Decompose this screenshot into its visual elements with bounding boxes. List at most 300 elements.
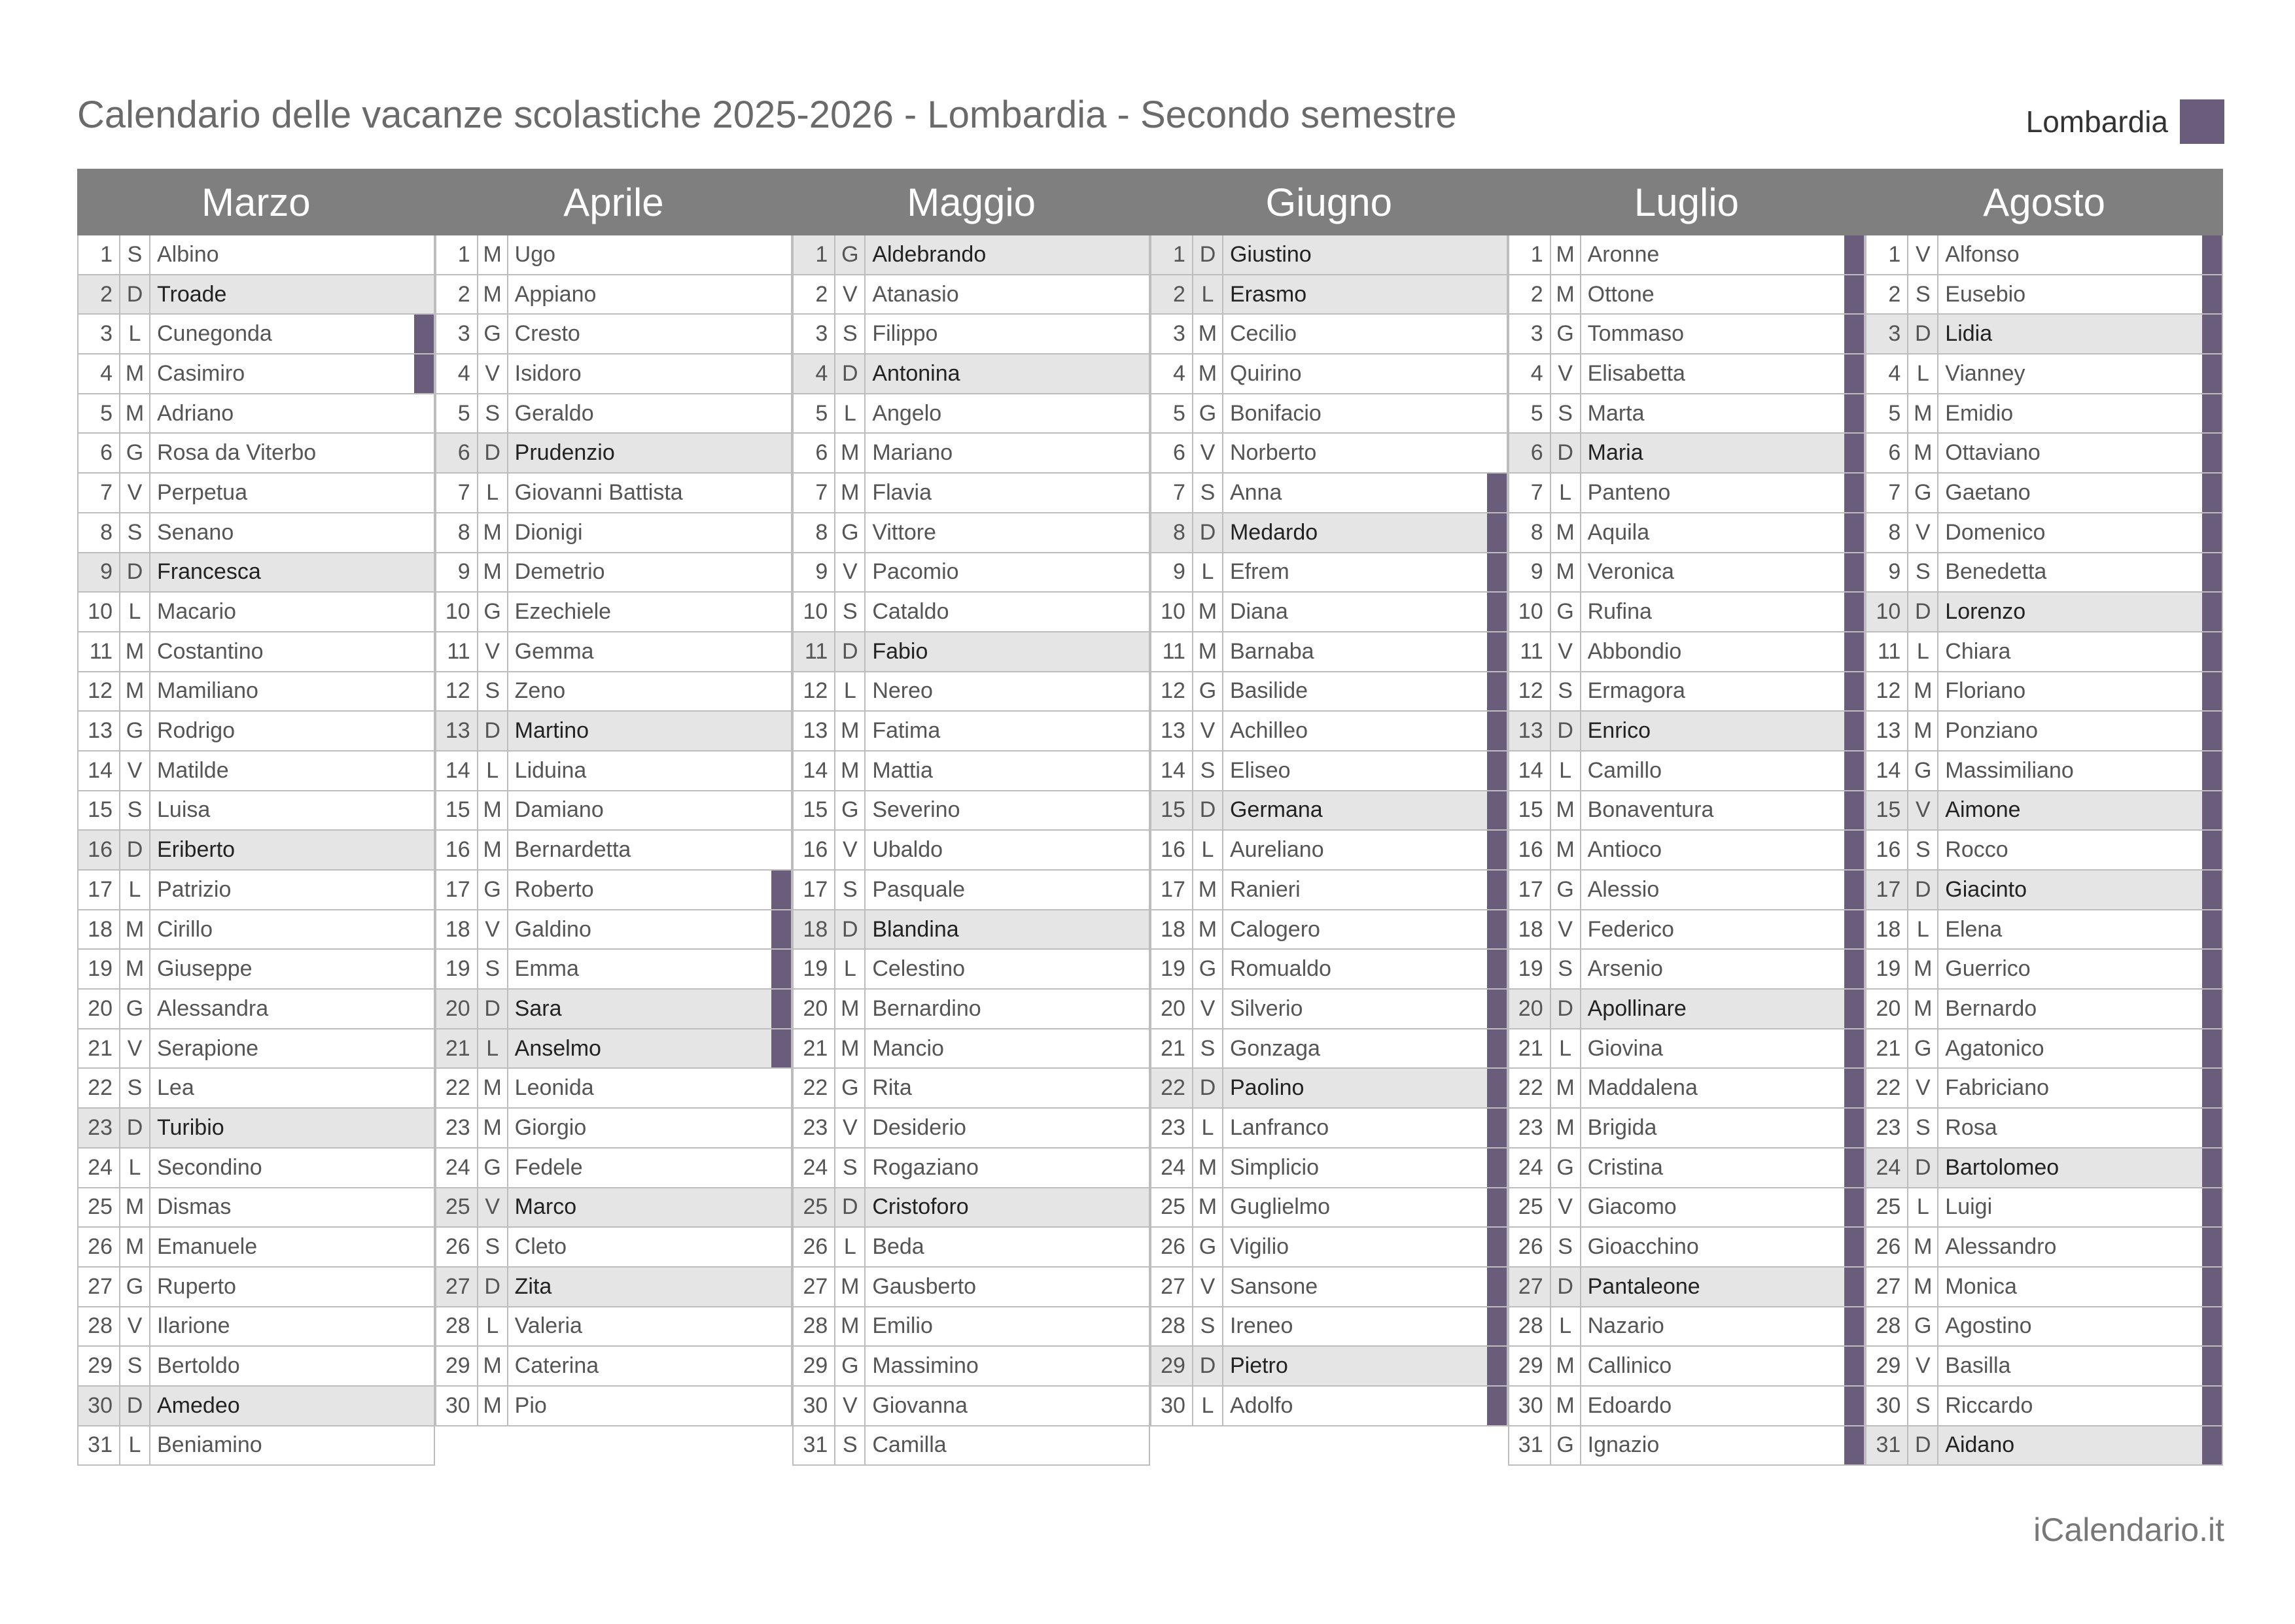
saint-name: Serapione: [157, 1035, 259, 1061]
saint-name: Rocco: [1945, 837, 2008, 863]
saint-name: Caterina: [514, 1353, 599, 1379]
day-number: 7: [1151, 474, 1193, 512]
saint-name: Dismas: [157, 1194, 232, 1220]
day-number: 5: [1509, 394, 1551, 433]
holiday-marker: [1487, 990, 1507, 1028]
saint-name: Medardo: [1229, 519, 1318, 545]
holiday-marker: [2202, 831, 2222, 869]
weekday-letter: V: [1908, 791, 1938, 830]
day-row: [1866, 275, 2223, 315]
day-row: [794, 831, 1150, 871]
day-row: [1509, 474, 1866, 513]
day-row: [436, 394, 793, 434]
weekday-letter: G: [120, 712, 150, 750]
day-number: 1: [79, 235, 120, 274]
weekday-letter: G: [478, 871, 508, 909]
day-row: [1151, 1268, 1508, 1307]
day-number: 13: [436, 712, 478, 750]
day-row: [79, 791, 435, 831]
holiday-marker: [2202, 1029, 2222, 1068]
holiday-marker: [1487, 1387, 1507, 1425]
day-number: 19: [1151, 950, 1193, 988]
weekday-letter: M: [1193, 593, 1223, 631]
weekday-letter: L: [120, 315, 150, 353]
day-row: [1151, 1029, 1508, 1069]
day-row: [1509, 950, 1866, 990]
day-number: 11: [436, 632, 478, 671]
day-row: [794, 791, 1150, 831]
day-number: 30: [436, 1387, 478, 1425]
saint-name: Giovina: [1587, 1035, 1663, 1061]
weekday-letter: S: [835, 593, 866, 631]
holiday-marker: [1487, 910, 1507, 949]
weekday-letter: M: [1551, 235, 1581, 274]
day-row: [794, 1347, 1150, 1387]
weekday-letter: V: [120, 752, 150, 790]
saint-name: Vianney: [1945, 360, 2025, 386]
day-number: 10: [794, 593, 835, 631]
day-row: [1509, 553, 1866, 593]
day-number: 21: [1866, 1029, 1908, 1068]
day-number: 14: [794, 752, 835, 790]
day-row: [1151, 831, 1508, 871]
weekday-letter: L: [120, 1426, 150, 1465]
saint-name: Vigilio: [1229, 1234, 1289, 1260]
day-row: [79, 1387, 435, 1426]
day-number: 28: [1866, 1307, 1908, 1346]
day-list: [792, 235, 1150, 1466]
saint-name: Cristina: [1587, 1154, 1663, 1180]
weekday-letter: M: [1908, 1228, 1938, 1266]
saint-name: Pasquale: [872, 876, 966, 902]
day-row: [436, 1228, 793, 1268]
saint-name: Mamiliano: [157, 678, 258, 704]
holiday-marker: [1844, 235, 1864, 274]
weekday-letter: G: [1908, 1029, 1938, 1068]
day-number: 27: [794, 1268, 835, 1306]
weekday-letter: G: [1908, 474, 1938, 512]
day-number: 15: [1509, 791, 1551, 830]
holiday-marker: [771, 990, 791, 1028]
day-number: 30: [1151, 1387, 1193, 1425]
day-row: [1151, 632, 1508, 672]
day-row: [1509, 1426, 1866, 1466]
day-row: [1509, 1109, 1866, 1149]
weekday-letter: M: [1551, 1069, 1581, 1107]
day-number: 8: [436, 513, 478, 552]
day-number: 31: [1509, 1426, 1551, 1465]
day-row: [1151, 593, 1508, 632]
day-row: [1866, 1228, 2223, 1268]
holiday-marker: [1844, 513, 1864, 552]
day-number: 12: [1151, 672, 1193, 711]
weekday-letter: M: [120, 632, 150, 671]
saint-name: Macario: [157, 599, 236, 625]
holiday-marker: [1844, 712, 1864, 750]
holiday-marker: [1844, 434, 1864, 472]
weekday-letter: L: [1193, 275, 1223, 314]
weekday-letter: M: [1551, 1387, 1581, 1425]
day-number: 28: [79, 1307, 120, 1346]
day-row: [1509, 1029, 1866, 1069]
day-number: 17: [794, 871, 835, 909]
calendar-grid: [77, 169, 2223, 1466]
holiday-marker: [2202, 354, 2222, 393]
day-number: 2: [1509, 275, 1551, 314]
saint-name: Camilla: [872, 1432, 947, 1458]
saint-name: Adriano: [157, 400, 234, 426]
saint-name: Sara: [514, 995, 562, 1021]
saint-name: Bernardino: [872, 995, 981, 1021]
saint-name: Giacomo: [1587, 1194, 1677, 1220]
holiday-marker: [1487, 1268, 1507, 1306]
weekday-letter: D: [1908, 1149, 1938, 1187]
weekday-letter: M: [1193, 315, 1223, 353]
weekday-letter: M: [478, 1069, 508, 1107]
weekday-letter: S: [1193, 752, 1223, 790]
day-number: 4: [1866, 354, 1908, 393]
holiday-marker: [2202, 394, 2222, 433]
day-row: [1151, 354, 1508, 394]
weekday-letter: V: [835, 1109, 866, 1147]
weekday-letter: G: [1551, 315, 1581, 353]
weekday-letter: D: [478, 712, 508, 750]
holiday-marker: [771, 950, 791, 988]
day-row: [1509, 1149, 1866, 1188]
weekday-letter: M: [478, 1347, 508, 1385]
day-number: 19: [79, 950, 120, 988]
day-number: 13: [79, 712, 120, 750]
weekday-letter: V: [120, 1307, 150, 1346]
saint-name: Benedetta: [1945, 559, 2047, 585]
day-number: 9: [79, 553, 120, 592]
holiday-marker: [2202, 553, 2222, 592]
saint-name: Federico: [1587, 916, 1674, 942]
weekday-letter: D: [1193, 1347, 1223, 1385]
day-row: [436, 1069, 793, 1109]
holiday-marker: [1844, 1307, 1864, 1346]
day-number: 18: [79, 910, 120, 949]
day-row: [794, 1307, 1150, 1347]
day-number: 29: [436, 1347, 478, 1385]
holiday-marker: [1844, 910, 1864, 949]
day-number: 6: [1866, 434, 1908, 472]
day-number: 3: [79, 315, 120, 353]
saint-name: Calogero: [1229, 916, 1320, 942]
weekday-letter: V: [1193, 990, 1223, 1028]
weekday-letter: M: [1908, 712, 1938, 750]
day-number: 27: [436, 1268, 478, 1306]
day-row: [79, 394, 435, 434]
day-number: 6: [1151, 434, 1193, 472]
day-number: 30: [794, 1387, 835, 1425]
saint-name: Angelo: [872, 400, 942, 426]
day-number: 3: [436, 315, 478, 353]
weekday-letter: D: [1908, 871, 1938, 909]
holiday-marker: [1487, 831, 1507, 869]
day-number: 27: [79, 1268, 120, 1306]
saint-name: Brigida: [1587, 1114, 1657, 1140]
day-row: [1866, 513, 2223, 553]
saint-name: Bartolomeo: [1945, 1154, 2059, 1180]
holiday-marker: [2202, 1149, 2222, 1187]
day-number: 8: [1151, 513, 1193, 552]
weekday-letter: G: [1193, 394, 1223, 433]
weekday-letter: D: [1551, 990, 1581, 1028]
saint-name: Giovanna: [872, 1392, 968, 1418]
saint-name: Guerrico: [1945, 956, 2031, 982]
day-row: [1509, 354, 1866, 394]
weekday-letter: V: [1908, 235, 1938, 274]
day-row: [79, 672, 435, 712]
holiday-marker: [1844, 275, 1864, 314]
saint-name: Pietro: [1229, 1353, 1288, 1379]
saint-name: Quirino: [1229, 360, 1302, 386]
day-number: 10: [1509, 593, 1551, 631]
holiday-marker: [1487, 791, 1507, 830]
day-row: [794, 315, 1150, 354]
day-number: 29: [79, 1347, 120, 1385]
weekday-letter: S: [120, 235, 150, 274]
weekday-letter: G: [120, 434, 150, 472]
saint-name: Cecilio: [1229, 321, 1297, 347]
day-number: 25: [794, 1188, 835, 1227]
weekday-letter: M: [1908, 672, 1938, 711]
weekday-letter: D: [1193, 1069, 1223, 1107]
day-number: 23: [1866, 1109, 1908, 1147]
day-number: 13: [1866, 712, 1908, 750]
day-row: [1866, 1188, 2223, 1228]
day-number: 13: [1151, 712, 1193, 750]
saint-name: Senano: [157, 519, 234, 545]
holiday-marker: [1844, 1188, 1864, 1227]
day-row: [1509, 752, 1866, 791]
day-row: [794, 632, 1150, 672]
day-number: 20: [79, 990, 120, 1028]
weekday-letter: L: [478, 1029, 508, 1068]
weekday-letter: D: [835, 1188, 866, 1227]
holiday-marker: [1487, 553, 1507, 592]
holiday-marker: [1844, 1228, 1864, 1266]
saint-name: Veronica: [1587, 559, 1674, 585]
saint-name: Mariano: [872, 440, 953, 466]
day-row: [1866, 871, 2223, 910]
saint-name: Francesca: [157, 559, 261, 585]
weekday-letter: L: [1908, 910, 1938, 949]
month-column: [1865, 169, 2223, 1466]
holiday-marker: [1844, 474, 1864, 512]
day-number: 6: [79, 434, 120, 472]
day-row: [1509, 791, 1866, 831]
weekday-letter: M: [835, 712, 866, 750]
day-row: [79, 712, 435, 752]
saint-name: Bonifacio: [1229, 400, 1322, 426]
holiday-marker: [1844, 990, 1864, 1028]
saint-name: Valeria: [514, 1313, 582, 1339]
day-row: [436, 1029, 793, 1069]
holiday-marker: [1487, 672, 1507, 711]
holiday-marker: [1487, 632, 1507, 671]
weekday-letter: G: [1551, 871, 1581, 909]
day-number: 25: [79, 1188, 120, 1227]
day-number: 14: [79, 752, 120, 790]
weekday-letter: S: [478, 950, 508, 988]
saint-name: Cunegonda: [157, 321, 272, 347]
saint-name: Geraldo: [514, 400, 594, 426]
saint-name: Norberto: [1229, 440, 1317, 466]
saint-name: Emidio: [1945, 400, 2014, 426]
weekday-letter: L: [1193, 1109, 1223, 1147]
saint-name: Guglielmo: [1229, 1194, 1331, 1220]
weekday-letter: V: [835, 275, 866, 314]
weekday-letter: M: [1908, 990, 1938, 1028]
saint-name: Giovanni Battista: [514, 479, 683, 505]
holiday-marker: [1487, 1347, 1507, 1385]
day-number: 31: [1866, 1426, 1908, 1465]
day-number: 11: [1866, 632, 1908, 671]
day-number: 27: [1151, 1268, 1193, 1306]
saint-name: Rodrigo: [157, 718, 236, 744]
day-row: [79, 354, 435, 394]
day-row: [436, 275, 793, 315]
saint-name: Cirillo: [157, 916, 213, 942]
day-number: 24: [1509, 1149, 1551, 1187]
day-row: [794, 1109, 1150, 1149]
saint-name: Aldebrando: [872, 241, 987, 267]
saint-name: Lanfranco: [1229, 1114, 1329, 1140]
weekday-letter: V: [1908, 1347, 1938, 1385]
weekday-letter: S: [1551, 1228, 1581, 1266]
weekday-letter: M: [1551, 513, 1581, 552]
day-number: 25: [436, 1188, 478, 1227]
weekday-letter: S: [120, 1069, 150, 1107]
saint-name: Ugo: [514, 241, 556, 267]
holiday-marker: [2202, 712, 2222, 750]
day-row: [79, 871, 435, 910]
weekday-letter: L: [1908, 354, 1938, 393]
holiday-marker: [1487, 1029, 1507, 1068]
legend-label: Lombardia: [2025, 105, 2168, 139]
weekday-letter: S: [478, 672, 508, 711]
weekday-letter: D: [478, 1268, 508, 1306]
holiday-marker: [1844, 950, 1864, 988]
weekday-letter: D: [120, 1109, 150, 1147]
saint-name: Lorenzo: [1945, 599, 2026, 625]
day-number: 10: [436, 593, 478, 631]
weekday-letter: D: [478, 990, 508, 1028]
day-number: 20: [794, 990, 835, 1028]
weekday-letter: V: [835, 831, 866, 869]
day-number: 2: [794, 275, 835, 314]
day-number: 4: [794, 354, 835, 393]
holiday-marker: [414, 354, 434, 393]
day-number: 31: [79, 1426, 120, 1465]
weekday-letter: M: [1193, 871, 1223, 909]
day-row: [1151, 791, 1508, 831]
day-number: 22: [794, 1069, 835, 1107]
saint-name: Matilde: [157, 757, 229, 783]
day-number: 9: [794, 553, 835, 592]
weekday-letter: G: [1908, 752, 1938, 790]
day-number: 6: [1509, 434, 1551, 472]
day-number: 23: [794, 1109, 835, 1147]
saint-name: Alessio: [1587, 876, 1660, 902]
weekday-letter: L: [120, 593, 150, 631]
weekday-letter: L: [1908, 1188, 1938, 1227]
day-row: [1151, 871, 1508, 910]
holiday-marker: [1844, 315, 1864, 353]
day-number: 21: [79, 1029, 120, 1068]
weekday-letter: M: [1551, 1347, 1581, 1385]
day-row: [1866, 712, 2223, 752]
day-number: 28: [794, 1307, 835, 1346]
day-number: 5: [1866, 394, 1908, 433]
saint-name: Aidano: [1945, 1432, 2015, 1458]
saint-name: Giacinto: [1945, 876, 2027, 902]
holiday-marker: [1844, 1109, 1864, 1147]
weekday-letter: M: [120, 394, 150, 433]
saint-name: Massimiliano: [1945, 757, 2074, 783]
day-row: [79, 1228, 435, 1268]
holiday-marker: [1844, 593, 1864, 631]
day-row: [79, 990, 435, 1029]
saint-name: Fatima: [872, 718, 941, 744]
day-row: [79, 1188, 435, 1228]
saint-name: Patrizio: [157, 876, 232, 902]
weekday-letter: D: [478, 434, 508, 472]
day-number: 18: [436, 910, 478, 949]
weekday-letter: S: [835, 1426, 866, 1465]
weekday-letter: V: [835, 553, 866, 592]
day-row: [436, 672, 793, 712]
weekday-letter: L: [1193, 831, 1223, 869]
holiday-marker: [2202, 474, 2222, 512]
weekday-letter: L: [835, 950, 866, 988]
saint-name: Roberto: [514, 876, 594, 902]
saint-name: Maddalena: [1587, 1075, 1698, 1101]
day-number: 20: [1509, 990, 1551, 1028]
day-row: [1151, 315, 1508, 354]
day-row: [1509, 1347, 1866, 1387]
saint-name: Albino: [157, 241, 219, 267]
weekday-letter: D: [835, 910, 866, 949]
day-number: 2: [79, 275, 120, 314]
day-number: 15: [1151, 791, 1193, 830]
weekday-letter: M: [120, 354, 150, 393]
weekday-letter: M: [120, 910, 150, 949]
saint-name: Domenico: [1945, 519, 2046, 545]
day-number: 23: [436, 1109, 478, 1147]
day-row: [794, 1188, 1150, 1228]
day-number: 16: [1151, 831, 1193, 869]
day-number: 2: [436, 275, 478, 314]
day-row: [1866, 990, 2223, 1029]
weekday-letter: M: [835, 1268, 866, 1306]
day-number: 15: [794, 791, 835, 830]
day-row: [436, 1347, 793, 1387]
weekday-letter: G: [478, 315, 508, 353]
holiday-marker: [1844, 752, 1864, 790]
saint-name: Enrico: [1587, 718, 1651, 744]
holiday-marker: [1487, 1188, 1507, 1227]
holiday-marker: [1487, 593, 1507, 631]
saint-name: Beniamino: [157, 1432, 262, 1458]
weekday-letter: L: [1551, 474, 1581, 512]
day-row: [79, 752, 435, 791]
day-row: [1866, 672, 2223, 712]
day-number: 15: [1866, 791, 1908, 830]
day-number: 20: [1151, 990, 1193, 1028]
